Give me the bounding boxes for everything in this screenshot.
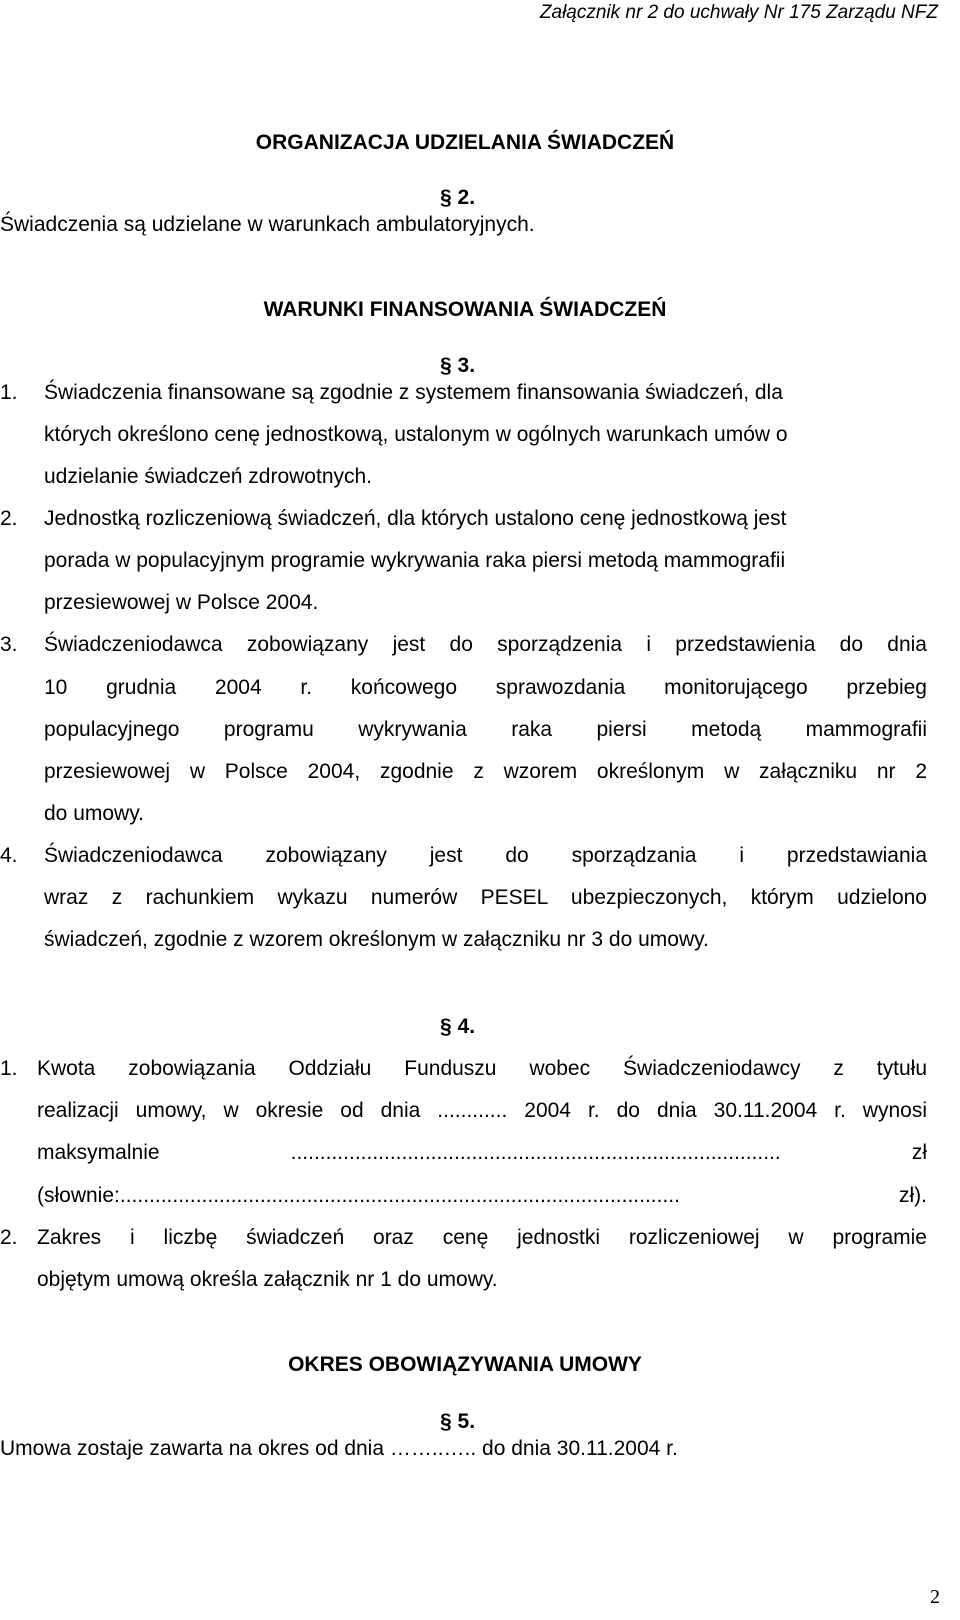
list-item-number: 2.: [0, 1226, 18, 1249]
list-item-line: maksymalnie .................................................................................... zł: [37, 1141, 927, 1164]
list-item-line: których określono cenę jednostkową, ustalonym w ogólnych warunkach umów o: [44, 423, 788, 446]
paragraph-mark-2: § 2.: [440, 186, 476, 209]
list-item-number: 3.: [0, 633, 18, 656]
section-heading-organizacja: ORGANIZACJA UDZIELANIA ŚWIADCZEŃ: [255, 131, 675, 154]
list-item-line: do umowy.: [44, 802, 144, 825]
list-item-line: wraz z rachunkiem wykazu numerów PESEL ubezpieczonych, którym udzielono: [44, 886, 927, 909]
section-heading-okres: OKRES OBOWIĄZYWANIA UMOWY: [288, 1353, 642, 1376]
list-item-line: populacyjnego programu wykrywania raka piersi metodą mammografii: [44, 718, 927, 741]
list-item-line: Świadczeniodawca zobowiązany jest do sporządzenia i przedstawienia do dnia: [44, 633, 927, 656]
list-item-line: objętym umową określa załącznik nr 1 do umowy.: [37, 1268, 498, 1291]
list-item-line: realizacji umowy, w okresie od dnia ............ 2004 r. do dnia 30.11.2004 r. wynosi: [37, 1099, 927, 1122]
section-heading-warunki: WARUNKI FINANSOWANIA ŚWIADCZEŃ: [263, 298, 667, 321]
list-item-line: Kwota zobowiązania Oddziału Funduszu wobec Świadczeniodawcy z tytułu: [37, 1057, 927, 1080]
page-number: 2: [930, 1586, 940, 1608]
list-item-line: Świadczenia finansowane są zgodnie z systemem finansowania świadczeń, dla: [44, 381, 783, 404]
paragraph-mark-5: § 5.: [440, 1410, 476, 1433]
list-item-line: udzielanie świadczeń zdrowotnych.: [44, 465, 373, 488]
paragraph-mark-4: § 4.: [440, 1015, 476, 1038]
body-text: Umowa zostaje zawarta na okres od dnia ……..….. do dnia 30.11.2004 r.: [0, 1437, 678, 1460]
list-item-line: przesiewowej w Polsce 2004, zgodnie z wzorem określonym w załączniku nr 2: [44, 760, 927, 783]
list-item-line: świadczeń, zgodnie z wzorem określonym w załączniku nr 3 do umowy.: [44, 928, 709, 951]
body-text: Świadczenia są udzielane w warunkach ambulatoryjnych.: [0, 213, 535, 236]
list-item-line: porada w populacyjnym programie wykrywania raka piersi metodą mammografii: [44, 549, 786, 572]
list-item-number: 1.: [0, 381, 18, 404]
list-item-number: 1.: [0, 1057, 18, 1080]
list-item-line: (słownie:................................................................................................ zł).: [37, 1184, 927, 1207]
paragraph-mark-3: § 3.: [440, 354, 476, 377]
list-item-line: Świadczeniodawca zobowiązany jest do sporządzania i przedstawiania: [44, 844, 927, 867]
document-header: Załącznik nr 2 do uchwały Nr 175 Zarządu NFZ: [539, 2, 938, 23]
list-item-number: 4.: [0, 844, 18, 867]
list-item-number: 2.: [0, 507, 18, 530]
list-item-line: Zakres i liczbę świadczeń oraz cenę jednostki rozliczeniowej w programie: [37, 1226, 927, 1249]
list-item-line: 10 grudnia 2004 r. końcowego sprawozdania monitorującego przebieg: [44, 676, 927, 699]
list-item-line: Jednostką rozliczeniową świadczeń, dla których ustalono cenę jednostkową jest: [44, 507, 787, 530]
list-item-line: przesiewowej w Polsce 2004.: [44, 591, 319, 614]
